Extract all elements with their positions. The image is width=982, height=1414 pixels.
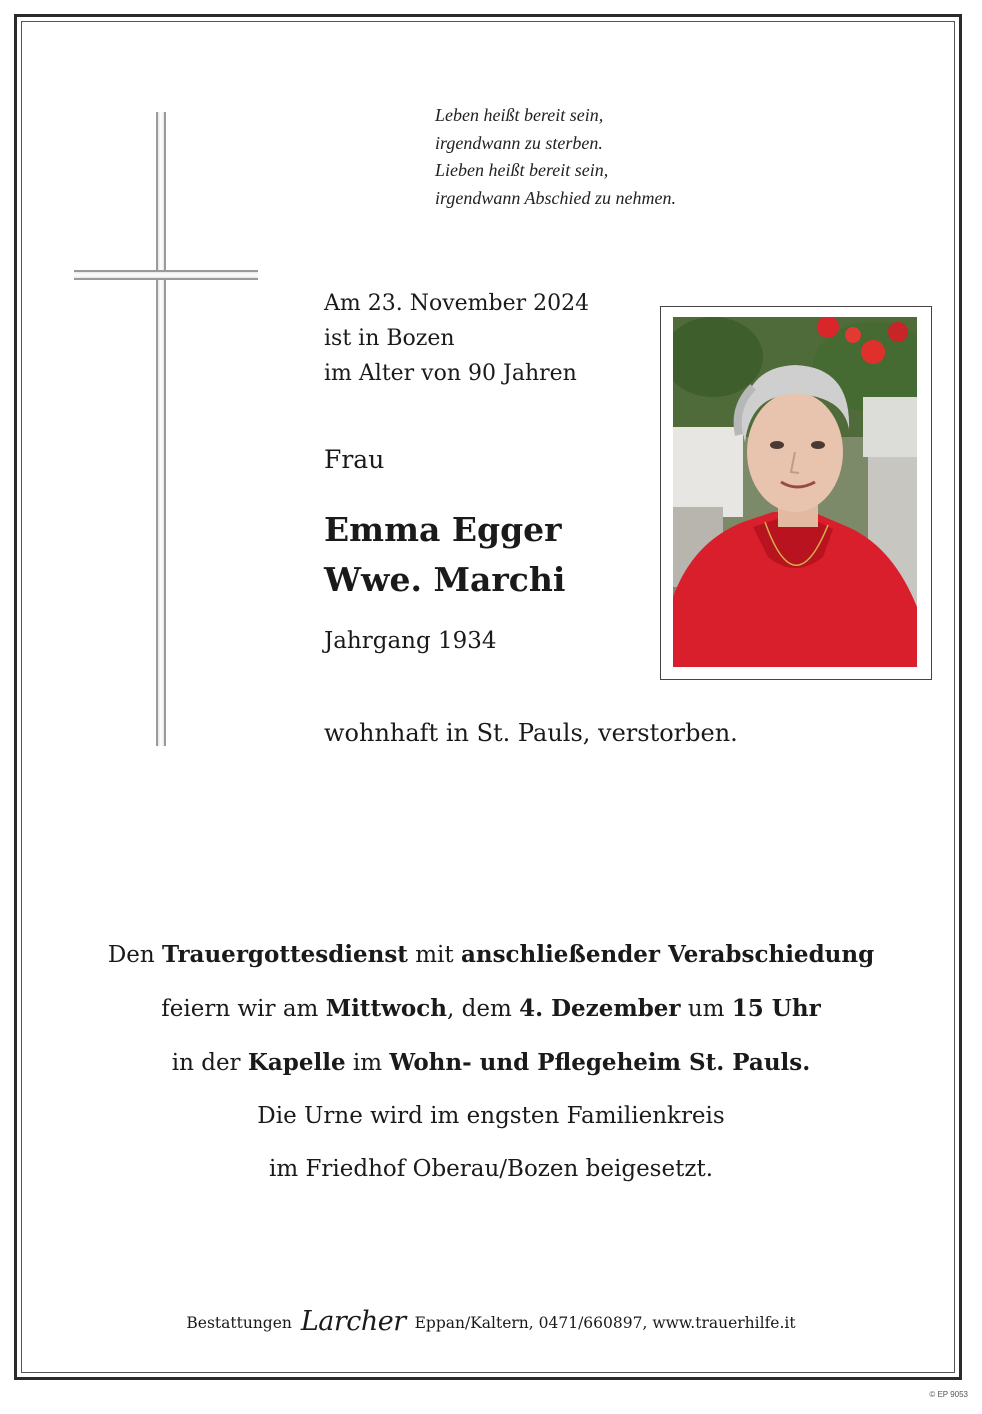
- text-span: im: [345, 1050, 390, 1076]
- farewell-type: anschließender Verabschiedung: [460, 941, 875, 968]
- footer-prefix: Bestattungen: [186, 1314, 292, 1332]
- service-line-3: [40, 1036, 942, 1090]
- service-time: 15 Uhr: [731, 995, 821, 1022]
- service-announcement: [40, 928, 942, 1196]
- intro-line: Am 23. November 2024: [324, 291, 590, 316]
- portrait-photo: [673, 317, 917, 667]
- text-span: mit: [407, 942, 461, 968]
- footer-contact: Eppan/Kaltern, 0471/660897, www.trauerhilfe.it: [414, 1314, 796, 1332]
- intro-line: ist in Bozen: [324, 326, 455, 351]
- salutation: Frau: [324, 445, 385, 474]
- cross-icon-vertical: [156, 112, 166, 746]
- service-location: Wohn- und Pflegeheim St. Pauls.: [389, 1049, 811, 1076]
- text-span: Den: [107, 942, 162, 968]
- poem: [435, 102, 835, 212]
- name-line-1: Emma Egger: [324, 510, 562, 549]
- text-span: um: [680, 996, 732, 1022]
- funeral-home-footer: [40, 1306, 942, 1337]
- service-weekday: Mittwoch: [325, 995, 447, 1022]
- poem-line: irgendwann zu sterben.: [435, 132, 603, 153]
- intro-line: im Alter von 90 Jahren: [324, 361, 577, 386]
- portrait-illustration: [673, 317, 917, 667]
- poem-line: Lieben heißt bereit sein,: [435, 160, 609, 180]
- text-span: in der: [171, 1050, 248, 1076]
- service-type: Trauergottesdienst: [162, 941, 408, 968]
- name-line-2: Wwe. Marchi: [324, 560, 566, 599]
- service-venue: Kapelle: [247, 1049, 346, 1076]
- funeral-home-logo: Larcher: [300, 1306, 406, 1337]
- deceased-name: [324, 505, 565, 605]
- death-notice-intro: [324, 286, 654, 391]
- service-line-2: [40, 982, 942, 1036]
- cross-icon-horizontal: [74, 270, 258, 280]
- service-line-5: im Friedhof Oberau/Bozen beigesetzt.: [268, 1156, 714, 1182]
- service-line-4: Die Urne wird im engsten Familienkreis: [257, 1103, 725, 1129]
- template-code: © EP 9053: [929, 1390, 968, 1399]
- text-span: feiern wir am: [161, 996, 326, 1022]
- text-span: , dem: [447, 996, 520, 1022]
- service-line-1: [40, 928, 942, 982]
- birth-year: Jahrgang 1934: [324, 628, 497, 654]
- poem-line: irgendwann Abschied zu nehmen.: [435, 187, 676, 208]
- residence-line: wohnhaft in St. Pauls, verstorben.: [324, 719, 738, 747]
- service-date: 4. Dezember: [519, 995, 681, 1022]
- poem-line: Leben heißt bereit sein,: [435, 105, 604, 125]
